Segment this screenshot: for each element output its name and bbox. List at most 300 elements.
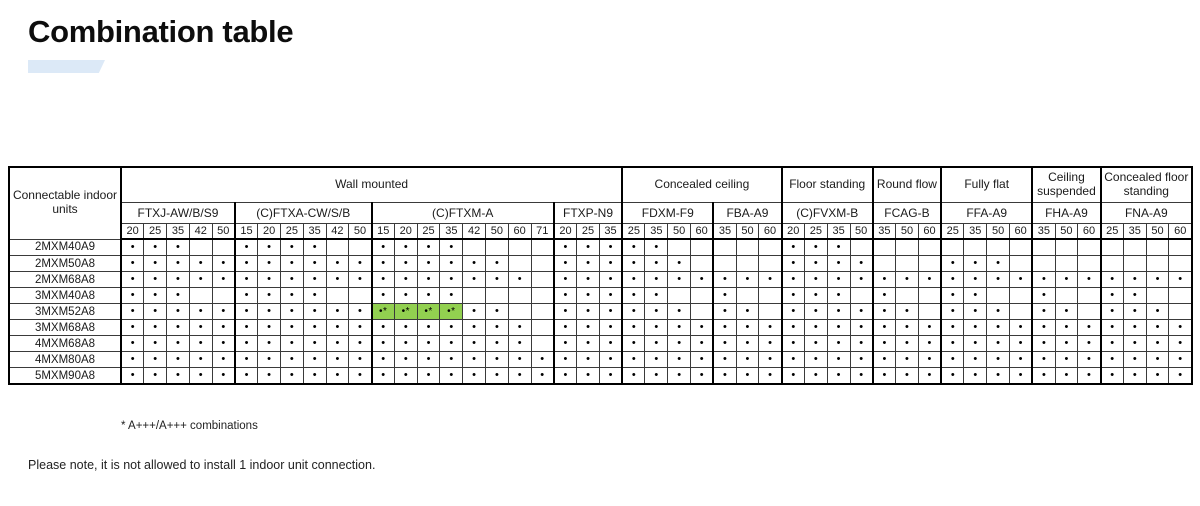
empty-cell	[326, 288, 349, 304]
dot-cell: •	[599, 368, 622, 385]
dot-cell: •	[212, 368, 235, 385]
model-header--c-ftxm-a: (C)FTXM-A	[372, 202, 554, 223]
model-header-ftxj-aw-b-s9: FTXJ-AW/B/S9	[121, 202, 235, 223]
empty-cell	[918, 256, 941, 272]
empty-cell	[713, 239, 736, 256]
dot-cell: •	[372, 272, 395, 288]
empty-cell	[691, 256, 714, 272]
size-header: 35	[1123, 223, 1146, 239]
dot-cell: •	[508, 368, 531, 385]
dot-cell: •	[713, 368, 736, 385]
header-row-models	[9, 202, 1192, 223]
table-row-3mxm68a8	[9, 320, 1192, 336]
dot-cell: •	[577, 320, 600, 336]
dot-cell: •	[326, 336, 349, 352]
dot-cell: •	[121, 352, 144, 368]
dot-cell: •	[804, 320, 827, 336]
dot-cell: •	[486, 256, 509, 272]
empty-cell	[850, 288, 873, 304]
dot-cell: •	[235, 288, 258, 304]
dot-cell: •	[212, 320, 235, 336]
size-header: 25	[144, 223, 167, 239]
table-row-2mxm40a9	[9, 239, 1192, 256]
empty-cell	[691, 288, 714, 304]
dot-cell: •	[440, 336, 463, 352]
empty-cell	[736, 256, 759, 272]
dot-cell: •	[782, 320, 805, 336]
dot-cell: •	[258, 320, 281, 336]
dot-cell: •	[987, 368, 1010, 385]
size-header: 20	[121, 223, 144, 239]
dot-cell: •	[486, 320, 509, 336]
dot-cell: •	[189, 256, 212, 272]
dot-cell: •	[463, 352, 486, 368]
star-dot-cell: •*	[417, 304, 440, 320]
empty-cell	[531, 320, 554, 336]
size-header: 15	[372, 223, 395, 239]
empty-cell	[189, 239, 212, 256]
dot-cell: •	[782, 256, 805, 272]
dot-cell: •	[167, 239, 190, 256]
dot-cell: •	[1169, 320, 1192, 336]
size-header: 60	[508, 223, 531, 239]
dot-cell: •	[326, 304, 349, 320]
dot-cell: •	[121, 239, 144, 256]
dot-cell: •	[1032, 352, 1055, 368]
dot-cell: •	[599, 320, 622, 336]
dot-cell: •	[987, 320, 1010, 336]
dot-cell: •	[372, 368, 395, 385]
empty-cell	[691, 304, 714, 320]
size-header: 42	[189, 223, 212, 239]
dot-cell: •	[121, 368, 144, 385]
empty-cell	[508, 304, 531, 320]
dot-cell: •	[189, 336, 212, 352]
dot-cell: •	[873, 304, 896, 320]
dot-cell: •	[736, 320, 759, 336]
dot-cell: •	[622, 320, 645, 336]
empty-cell	[1078, 304, 1101, 320]
dot-cell: •	[896, 336, 919, 352]
empty-cell	[1169, 288, 1192, 304]
dot-cell: •	[1123, 288, 1146, 304]
table-row-3mxm52a8	[9, 304, 1192, 320]
dot-cell: •	[599, 304, 622, 320]
dot-cell: •	[394, 352, 417, 368]
dot-cell: •	[531, 352, 554, 368]
dot-cell: •	[303, 256, 326, 272]
dot-cell: •	[599, 288, 622, 304]
dot-cell: •	[372, 352, 395, 368]
model-header-fba-a9: FBA-A9	[713, 202, 781, 223]
dot-cell: •	[804, 239, 827, 256]
dot-cell: •	[599, 336, 622, 352]
size-header: 25	[577, 223, 600, 239]
dot-cell: •	[1032, 320, 1055, 336]
model-header-fcag-b: FCAG-B	[873, 202, 941, 223]
dot-cell: •	[622, 256, 645, 272]
dot-cell: •	[577, 368, 600, 385]
dot-cell: •	[1123, 368, 1146, 385]
dot-cell: •	[417, 272, 440, 288]
size-header: 35	[964, 223, 987, 239]
dot-cell: •	[941, 272, 964, 288]
dot-cell: •	[1009, 336, 1032, 352]
dot-cell: •	[554, 320, 577, 336]
empty-cell	[987, 239, 1010, 256]
dot-cell: •	[417, 352, 440, 368]
size-header: 25	[804, 223, 827, 239]
dot-cell: •	[1009, 368, 1032, 385]
dot-cell: •	[280, 256, 303, 272]
dot-cell: •	[622, 352, 645, 368]
dot-cell: •	[235, 304, 258, 320]
page-title: Combination table	[28, 14, 294, 49]
dot-cell: •	[1078, 368, 1101, 385]
dot-cell: •	[850, 272, 873, 288]
row-label-2mxm68a8: 2MXM68A8	[9, 272, 121, 288]
dot-cell: •	[349, 272, 372, 288]
dot-cell: •	[372, 239, 395, 256]
dot-cell: •	[280, 239, 303, 256]
dot-cell: •	[964, 368, 987, 385]
dot-cell: •	[918, 352, 941, 368]
dot-cell: •	[303, 336, 326, 352]
group-header-concealed-floor-standing: Concealed floor standing	[1101, 167, 1192, 202]
dot-cell: •	[964, 272, 987, 288]
row-label-2mxm40a9: 2MXM40A9	[9, 239, 121, 256]
dot-cell: •	[235, 239, 258, 256]
dot-cell: •	[212, 304, 235, 320]
row-label-3mxm52a8: 3MXM52A8	[9, 304, 121, 320]
dot-cell: •	[167, 256, 190, 272]
dot-cell: •	[235, 352, 258, 368]
size-header: 42	[463, 223, 486, 239]
dot-cell: •	[1169, 368, 1192, 385]
dot-cell: •	[782, 352, 805, 368]
dot-cell: •	[372, 336, 395, 352]
size-header: 35	[645, 223, 668, 239]
dot-cell: •	[873, 368, 896, 385]
dot-cell: •	[599, 272, 622, 288]
dot-cell: •	[258, 336, 281, 352]
dot-cell: •	[417, 239, 440, 256]
dot-cell: •	[850, 336, 873, 352]
dot-cell: •	[622, 304, 645, 320]
dot-cell: •	[144, 272, 167, 288]
dot-cell: •	[987, 304, 1010, 320]
dot-cell: •	[918, 272, 941, 288]
model-header-fna-a9: FNA-A9	[1101, 202, 1192, 223]
empty-cell	[212, 288, 235, 304]
empty-cell	[531, 336, 554, 352]
size-header: 35	[713, 223, 736, 239]
size-header: 15	[235, 223, 258, 239]
size-header: 25	[941, 223, 964, 239]
dot-cell: •	[121, 272, 144, 288]
dot-cell: •	[1055, 352, 1078, 368]
dot-cell: •	[668, 320, 691, 336]
dot-cell: •	[896, 368, 919, 385]
dot-cell: •	[372, 320, 395, 336]
dot-cell: •	[280, 352, 303, 368]
dot-cell: •	[599, 239, 622, 256]
dot-cell: •	[782, 336, 805, 352]
dot-cell: •	[440, 239, 463, 256]
empty-cell	[1101, 256, 1124, 272]
dot-cell: •	[782, 272, 805, 288]
dot-cell: •	[189, 352, 212, 368]
empty-cell	[531, 288, 554, 304]
empty-cell	[1101, 239, 1124, 256]
size-header: 50	[896, 223, 919, 239]
dot-cell: •	[827, 304, 850, 320]
dot-cell: •	[280, 320, 303, 336]
dot-cell: •	[144, 320, 167, 336]
dot-cell: •	[372, 288, 395, 304]
dot-cell: •	[577, 352, 600, 368]
dot-cell: •	[394, 320, 417, 336]
dot-cell: •	[804, 272, 827, 288]
dot-cell: •	[280, 288, 303, 304]
empty-cell	[668, 239, 691, 256]
empty-cell	[941, 239, 964, 256]
dot-cell: •	[577, 336, 600, 352]
empty-cell	[326, 239, 349, 256]
dot-cell: •	[144, 256, 167, 272]
dot-cell: •	[1055, 336, 1078, 352]
dot-cell: •	[645, 336, 668, 352]
model-header--c-ftxa-cw-s-b: (C)FTXA-CW/S/B	[235, 202, 372, 223]
dot-cell: •	[691, 272, 714, 288]
dot-cell: •	[1123, 352, 1146, 368]
dot-cell: •	[964, 336, 987, 352]
dot-cell: •	[964, 320, 987, 336]
dot-cell: •	[189, 320, 212, 336]
dot-cell: •	[463, 320, 486, 336]
dot-cell: •	[941, 288, 964, 304]
dot-cell: •	[1055, 320, 1078, 336]
size-header: 71	[531, 223, 554, 239]
dot-cell: •	[941, 256, 964, 272]
empty-cell	[1032, 256, 1055, 272]
dot-cell: •	[349, 336, 372, 352]
empty-cell	[212, 239, 235, 256]
dot-cell: •	[167, 288, 190, 304]
table-row-2mxm68a8	[9, 272, 1192, 288]
dot-cell: •	[258, 352, 281, 368]
model-header-ffa-a9: FFA-A9	[941, 202, 1032, 223]
dot-cell: •	[121, 288, 144, 304]
group-header-wall-mounted: Wall mounted	[121, 167, 622, 202]
dot-cell: •	[189, 304, 212, 320]
combination-table	[8, 166, 1193, 385]
dot-cell: •	[303, 368, 326, 385]
dot-cell: •	[827, 352, 850, 368]
group-header-ceiling-suspended: Ceiling suspended	[1032, 167, 1100, 202]
dot-cell: •	[394, 256, 417, 272]
dot-cell: •	[326, 256, 349, 272]
dot-cell: •	[896, 352, 919, 368]
size-header: 50	[850, 223, 873, 239]
dot-cell: •	[144, 239, 167, 256]
dot-cell: •	[463, 336, 486, 352]
dot-cell: •	[1078, 352, 1101, 368]
dot-cell: •	[896, 320, 919, 336]
dot-cell: •	[394, 336, 417, 352]
dot-cell: •	[941, 368, 964, 385]
dot-cell: •	[440, 288, 463, 304]
dot-cell: •	[804, 304, 827, 320]
dot-cell: •	[1146, 272, 1169, 288]
dot-cell: •	[1101, 336, 1124, 352]
dot-cell: •	[326, 368, 349, 385]
dot-cell: •	[987, 336, 1010, 352]
dot-cell: •	[144, 304, 167, 320]
empty-cell	[1009, 304, 1032, 320]
dot-cell: •	[167, 320, 190, 336]
dot-cell: •	[463, 304, 486, 320]
footnote-install-note: Please note, it is not allowed to install 1 indoor unit connection.	[28, 458, 376, 472]
dot-cell: •	[167, 352, 190, 368]
dot-cell: •	[486, 368, 509, 385]
dot-cell: •	[827, 288, 850, 304]
empty-cell	[349, 239, 372, 256]
dot-cell: •	[508, 272, 531, 288]
dot-cell: •	[1146, 368, 1169, 385]
dot-cell: •	[417, 320, 440, 336]
dot-cell: •	[417, 336, 440, 352]
dot-cell: •	[349, 352, 372, 368]
dot-cell: •	[417, 368, 440, 385]
dot-cell: •	[121, 320, 144, 336]
dot-cell: •	[645, 352, 668, 368]
dot-cell: •	[736, 352, 759, 368]
dot-cell: •	[303, 239, 326, 256]
dot-cell: •	[554, 239, 577, 256]
group-header-fully-flat: Fully flat	[941, 167, 1032, 202]
empty-cell	[1169, 239, 1192, 256]
dot-cell: •	[486, 272, 509, 288]
dot-cell: •	[577, 256, 600, 272]
empty-cell	[1032, 239, 1055, 256]
table-row-4mxm68a8	[9, 336, 1192, 352]
dot-cell: •	[668, 256, 691, 272]
empty-cell	[508, 239, 531, 256]
empty-cell	[1078, 256, 1101, 272]
dot-cell: •	[850, 368, 873, 385]
dot-cell: •	[1055, 304, 1078, 320]
empty-cell	[918, 239, 941, 256]
dot-cell: •	[873, 272, 896, 288]
dot-cell: •	[713, 272, 736, 288]
dot-cell: •	[235, 272, 258, 288]
dot-cell: •	[1101, 272, 1124, 288]
dot-cell: •	[372, 256, 395, 272]
dot-cell: •	[1078, 320, 1101, 336]
empty-cell	[1123, 256, 1146, 272]
size-header: 20	[554, 223, 577, 239]
star-dot-cell: •*	[372, 304, 395, 320]
empty-cell	[531, 304, 554, 320]
dot-cell: •	[1032, 288, 1055, 304]
size-header: 50	[1146, 223, 1169, 239]
size-header: 60	[759, 223, 782, 239]
dot-cell: •	[1009, 352, 1032, 368]
row-label-4mxm80a8: 4MXM80A8	[9, 352, 121, 368]
group-header-concealed-ceiling: Concealed ceiling	[622, 167, 781, 202]
empty-cell	[918, 288, 941, 304]
dot-cell: •	[873, 352, 896, 368]
dot-cell: •	[1055, 368, 1078, 385]
row-label-5mxm90a8: 5MXM90A8	[9, 368, 121, 385]
empty-cell	[691, 239, 714, 256]
dot-cell: •	[1123, 336, 1146, 352]
dot-cell: •	[782, 304, 805, 320]
dot-cell: •	[713, 304, 736, 320]
model-header-ftxp-n9: FTXP-N9	[554, 202, 622, 223]
dot-cell: •	[873, 288, 896, 304]
dot-cell: •	[804, 256, 827, 272]
dot-cell: •	[1123, 320, 1146, 336]
dot-cell: •	[850, 352, 873, 368]
header-row-groups	[9, 167, 1192, 202]
dot-cell: •	[554, 256, 577, 272]
dot-cell: •	[349, 304, 372, 320]
size-header: 60	[691, 223, 714, 239]
empty-cell	[759, 239, 782, 256]
empty-cell	[668, 288, 691, 304]
dot-cell: •	[235, 256, 258, 272]
dot-cell: •	[577, 272, 600, 288]
dot-cell: •	[554, 304, 577, 320]
header-row-sizes	[9, 223, 1192, 239]
dot-cell: •	[417, 288, 440, 304]
title-accent-bar	[28, 60, 105, 73]
table-row-4mxm80a8	[9, 352, 1192, 368]
dot-cell: •	[759, 320, 782, 336]
dot-cell: •	[1032, 336, 1055, 352]
size-header: 60	[1169, 223, 1192, 239]
empty-cell	[896, 256, 919, 272]
dot-cell: •	[554, 352, 577, 368]
empty-cell	[508, 256, 531, 272]
dot-cell: •	[668, 336, 691, 352]
size-header: 25	[622, 223, 645, 239]
dot-cell: •	[554, 368, 577, 385]
dot-cell: •	[1101, 288, 1124, 304]
dot-cell: •	[394, 368, 417, 385]
dot-cell: •	[782, 288, 805, 304]
dot-cell: •	[212, 352, 235, 368]
empty-cell	[1009, 256, 1032, 272]
dot-cell: •	[827, 368, 850, 385]
dot-cell: •	[1146, 352, 1169, 368]
dot-cell: •	[1169, 352, 1192, 368]
dot-cell: •	[554, 336, 577, 352]
size-header: 50	[987, 223, 1010, 239]
empty-cell	[896, 288, 919, 304]
size-header: 25	[417, 223, 440, 239]
dot-cell: •	[1009, 320, 1032, 336]
dot-cell: •	[645, 304, 668, 320]
size-header: 42	[326, 223, 349, 239]
empty-cell	[736, 288, 759, 304]
size-header: 50	[736, 223, 759, 239]
dot-cell: •	[873, 320, 896, 336]
dot-cell: •	[599, 352, 622, 368]
dot-cell: •	[440, 320, 463, 336]
